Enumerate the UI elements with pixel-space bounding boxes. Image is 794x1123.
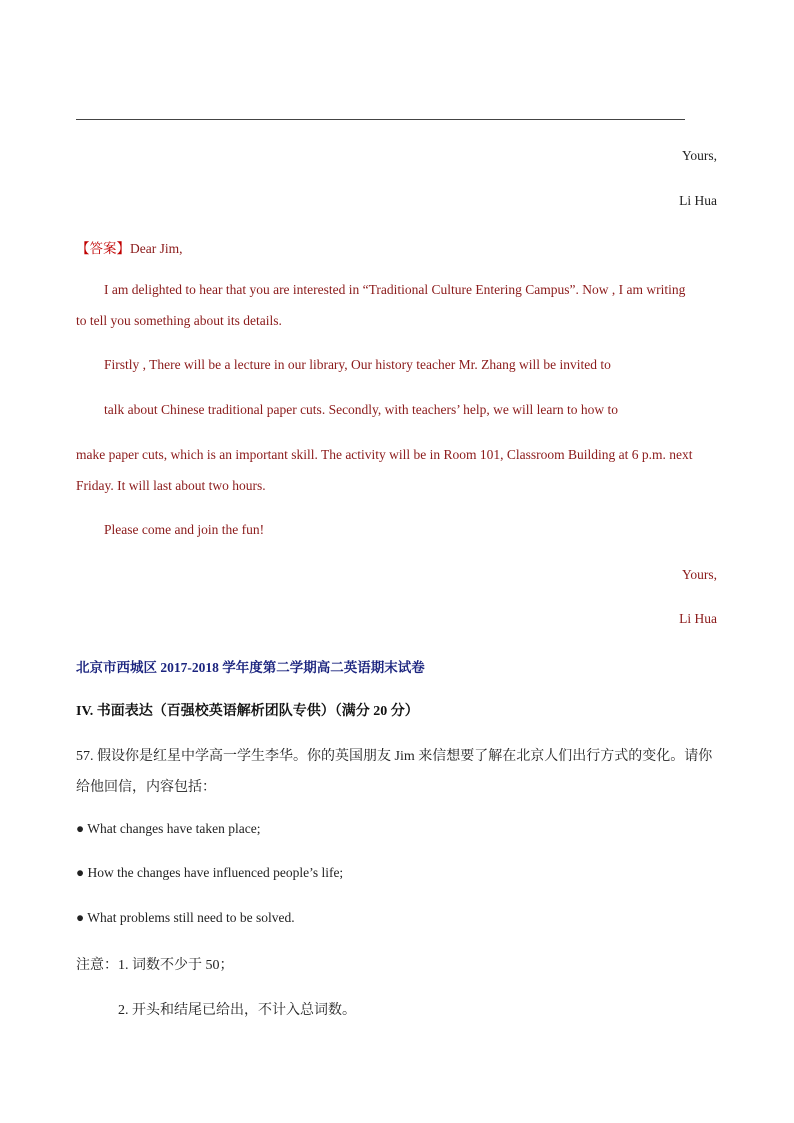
- answer-label: 【答案】: [76, 241, 130, 256]
- requirement-item: ● How the changes have influenced people’s life;: [76, 865, 344, 880]
- source-title: 北京市西城区 2017-2018 学年度第二学期高二英语期末试卷: [76, 660, 425, 675]
- section-heading: IV. 书面表达（百强校英语解析团队专供）（满分 20 分）: [76, 704, 419, 719]
- answer-paragraph-2-line-2: talk about Chinese traditional paper cuts. Secondly, with teachers’ help, we will learn to how to: [104, 402, 618, 417]
- answer-paragraph-2-line-4: Friday. It will last about two hours.: [76, 478, 266, 493]
- question-line-2: 给他回信，内容包括：: [76, 780, 216, 795]
- answer-closing-signature: Li Hua: [679, 611, 717, 626]
- requirement-item: ● What changes have taken place;: [76, 821, 261, 836]
- question-line-1: 57. 假设你是红星中学高一学生李华。你的英国朋友 Jim 来信想要了解在北京人们出行方式的变化。请你: [76, 749, 713, 764]
- answer-paragraph-3: Please come and join the fun!: [104, 522, 265, 537]
- answer-paragraph-2-line-1: Firstly , There will be a lecture in our library, Our history teacher Mr. Zhang will be invited to: [104, 357, 611, 372]
- answer-paragraph-2-line-3: make paper cuts, which is an important skill. The activity will be in Room 101, Classroom Building at 6 p.m. next: [76, 447, 693, 462]
- answer-closing-yours: Yours,: [681, 567, 717, 582]
- note-line-1: 注意：1. 词数不少于 50；: [76, 958, 234, 973]
- answer-header: [76, 237, 182, 257]
- requirement-item: ● What problems still need to be solved.: [76, 910, 295, 925]
- answer-paragraph-1-line-1: I am delighted to hear that you are interested in “Traditional Culture Entering Campus”. Now , I am writing: [104, 282, 686, 297]
- answer-paragraph-1-line-2: to tell you something about its details.: [76, 313, 282, 328]
- closing-yours: Yours,: [681, 148, 717, 163]
- answer-greeting: Dear Jim,: [130, 241, 183, 256]
- answer-blank-line: [76, 119, 685, 120]
- note-line-2: 2. 开头和结尾已给出，不计入总词数。: [118, 1003, 356, 1018]
- closing-signature: Li Hua: [679, 193, 717, 208]
